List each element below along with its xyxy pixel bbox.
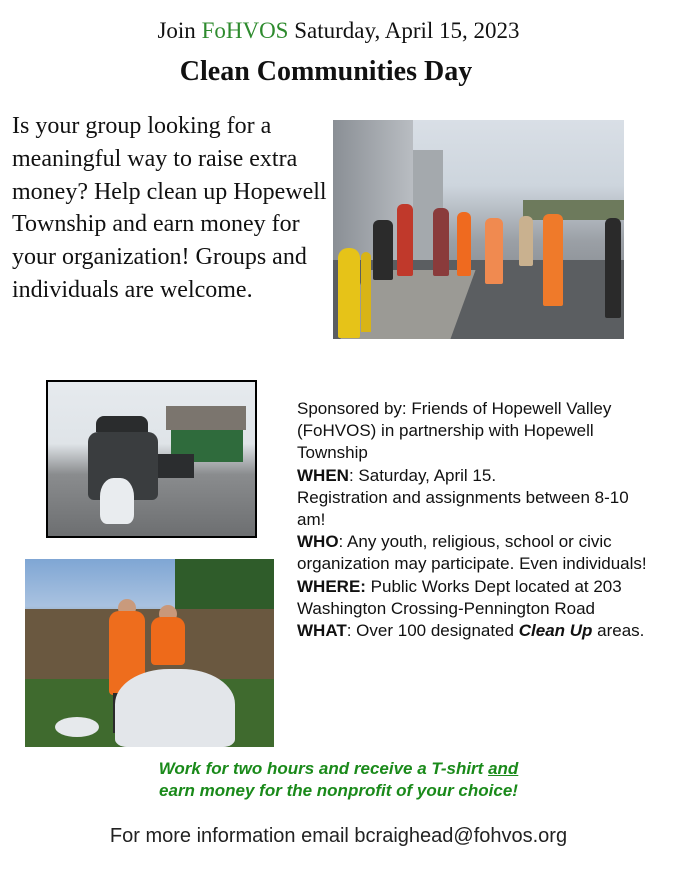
callout-part2: earn money for the nonprofit of your choice! — [159, 781, 518, 800]
when-registration: Registration and assignments between 8-10 am! — [297, 487, 629, 530]
what-text-1: : Over 100 designated — [346, 621, 519, 641]
when-line — [297, 465, 657, 487]
what-label: WHAT — [297, 621, 347, 641]
callout-part1: Work for two hours and receive a T-shirt — [158, 759, 489, 778]
sponsored-text: Sponsored by: Friends of Hopewell Valley (FoHVOS) in partnership with Hopewell Township — [297, 399, 612, 463]
header-line — [0, 18, 677, 44]
where-text: Public Works Dept located at 203 Washington Crossing-Pennington Road — [297, 576, 622, 618]
where-line — [297, 576, 657, 620]
contact-info: For more information email bcraighead@fohvos.org — [109, 825, 568, 847]
page-title: Clean Communities Day — [179, 56, 473, 87]
header-date: Saturday, April 15, 2023 — [288, 18, 520, 43]
what-emphasis: Clean Up — [518, 621, 593, 641]
volunteers-building-photo — [333, 120, 624, 339]
header-org: FoHVOS — [201, 18, 289, 43]
where-label: WHERE: — [297, 576, 366, 596]
intro-paragraph: Is your group looking for a meaningful way to raise extra money? Help clean up Hopewell Township and earn money for your organization! Groups and individuals are welcome. — [12, 113, 327, 303]
volunteers-with-bags-photo — [25, 559, 274, 747]
event-details — [297, 398, 657, 642]
who-text: : Any youth, religious, school or civic organization may participate. Even individuals! — [297, 532, 647, 574]
tshirt-callout — [0, 758, 677, 802]
who-label: WHO — [297, 532, 339, 552]
what-text-2: areas. — [592, 621, 645, 641]
what-line — [297, 620, 657, 642]
header-prefix: Join — [157, 18, 202, 43]
when-label: WHEN — [297, 465, 349, 485]
car-trunk-bags-photo — [46, 380, 257, 538]
when-text: : Saturday, April 15. — [348, 465, 497, 485]
who-line — [297, 531, 657, 575]
callout-underlined: and — [488, 759, 519, 778]
